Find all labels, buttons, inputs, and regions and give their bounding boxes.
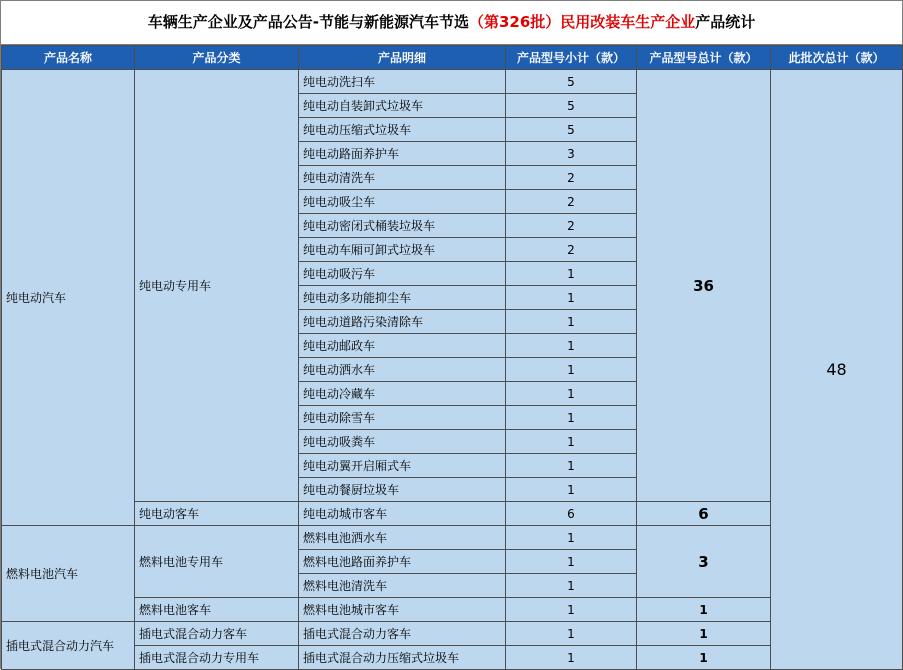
category-cell: 燃料电池专用车: [135, 526, 299, 598]
detail-cell: 纯电动冷藏车: [299, 382, 506, 406]
stats-table: [1, 45, 903, 670]
subtotal-cell: 1: [506, 550, 637, 574]
category-cell: 插电式混合动力客车: [135, 622, 299, 646]
total-cell: 36: [637, 70, 771, 502]
header-detail: 产品明细: [299, 46, 506, 70]
subtotal-cell: 1: [506, 454, 637, 478]
subtotal-cell: 1: [506, 262, 637, 286]
table-row: [2, 502, 903, 526]
total-cell: 3: [637, 526, 771, 598]
detail-cell: 纯电动除雪车: [299, 406, 506, 430]
subtotal-cell: 1: [506, 646, 637, 670]
subtotal-cell: 1: [506, 622, 637, 646]
subtotal-cell: 6: [506, 502, 637, 526]
header-subtotal: 产品型号小计（款）: [506, 46, 637, 70]
subtotal-cell: 1: [506, 334, 637, 358]
subtotal-cell: 1: [506, 286, 637, 310]
category-cell: 燃料电池客车: [135, 598, 299, 622]
detail-cell: 燃料电池清洗车: [299, 574, 506, 598]
total-cell: 1: [637, 622, 771, 646]
detail-cell: 纯电动清洗车: [299, 166, 506, 190]
detail-cell: 纯电动吸粪车: [299, 430, 506, 454]
detail-cell: 纯电动路面养护车: [299, 142, 506, 166]
product-name-cell: 纯电动汽车: [2, 70, 135, 526]
report-title: [1, 1, 902, 45]
subtotal-cell: 1: [506, 478, 637, 502]
detail-cell: 纯电动洒水车: [299, 358, 506, 382]
detail-cell: 纯电动压缩式垃圾车: [299, 118, 506, 142]
category-cell: 纯电动客车: [135, 502, 299, 526]
product-name-cell: 插电式混合动力汽车: [2, 622, 135, 670]
table-row: [2, 622, 903, 646]
detail-cell: 纯电动吸污车: [299, 262, 506, 286]
subtotal-cell: 5: [506, 118, 637, 142]
table-row: [2, 70, 903, 94]
table-row: [2, 526, 903, 550]
header-product-name: 产品名称: [2, 46, 135, 70]
title-text-1: 车辆生产企业及产品公告-节能与新能源汽车节选: [147, 13, 469, 31]
product-name-cell: 燃料电池汽车: [2, 526, 135, 622]
detail-cell: 纯电动洗扫车: [299, 70, 506, 94]
detail-cell: 纯电动翼开启厢式车: [299, 454, 506, 478]
detail-cell: 插电式混合动力客车: [299, 622, 506, 646]
category-cell: 插电式混合动力专用车: [135, 646, 299, 670]
subtotal-cell: 3: [506, 142, 637, 166]
total-cell: 6: [637, 502, 771, 526]
subtotal-cell: 2: [506, 190, 637, 214]
detail-cell: 纯电动城市客车: [299, 502, 506, 526]
header-row: [2, 46, 903, 70]
detail-cell: 插电式混合动力压缩式垃圾车: [299, 646, 506, 670]
subtotal-cell: 1: [506, 574, 637, 598]
detail-cell: 燃料电池路面养护车: [299, 550, 506, 574]
title-text-highlight: （第326批）民用改装车生产企业: [468, 13, 696, 31]
detail-cell: 纯电动车厢可卸式垃圾车: [299, 238, 506, 262]
subtotal-cell: 1: [506, 598, 637, 622]
total-cell: 1: [637, 598, 771, 622]
detail-cell: 纯电动多功能抑尘车: [299, 286, 506, 310]
subtotal-cell: 1: [506, 382, 637, 406]
table-body: [2, 70, 903, 670]
detail-cell: 纯电动道路污染清除车: [299, 310, 506, 334]
detail-cell: 纯电动邮政车: [299, 334, 506, 358]
batch-total-cell: 48: [771, 70, 903, 670]
subtotal-cell: 1: [506, 430, 637, 454]
detail-cell: 纯电动餐厨垃圾车: [299, 478, 506, 502]
detail-cell: 纯电动自装卸式垃圾车: [299, 94, 506, 118]
header-category: 产品分类: [135, 46, 299, 70]
table-row: [2, 598, 903, 622]
title-text-2: 产品统计: [695, 13, 756, 31]
detail-cell: 纯电动密闭式桶装垃圾车: [299, 214, 506, 238]
subtotal-cell: 5: [506, 94, 637, 118]
table-row: [2, 646, 903, 670]
detail-cell: 纯电动吸尘车: [299, 190, 506, 214]
total-cell: 1: [637, 646, 771, 670]
subtotal-cell: 1: [506, 358, 637, 382]
subtotal-cell: 5: [506, 70, 637, 94]
subtotal-cell: 2: [506, 166, 637, 190]
subtotal-cell: 1: [506, 310, 637, 334]
subtotal-cell: 2: [506, 238, 637, 262]
subtotal-cell: 2: [506, 214, 637, 238]
detail-cell: 燃料电池城市客车: [299, 598, 506, 622]
detail-cell: 燃料电池洒水车: [299, 526, 506, 550]
header-batch-total: 此批次总计（款）: [771, 46, 903, 70]
header-total: 产品型号总计（款）: [637, 46, 771, 70]
category-cell: 纯电动专用车: [135, 70, 299, 502]
subtotal-cell: 1: [506, 406, 637, 430]
subtotal-cell: 1: [506, 526, 637, 550]
